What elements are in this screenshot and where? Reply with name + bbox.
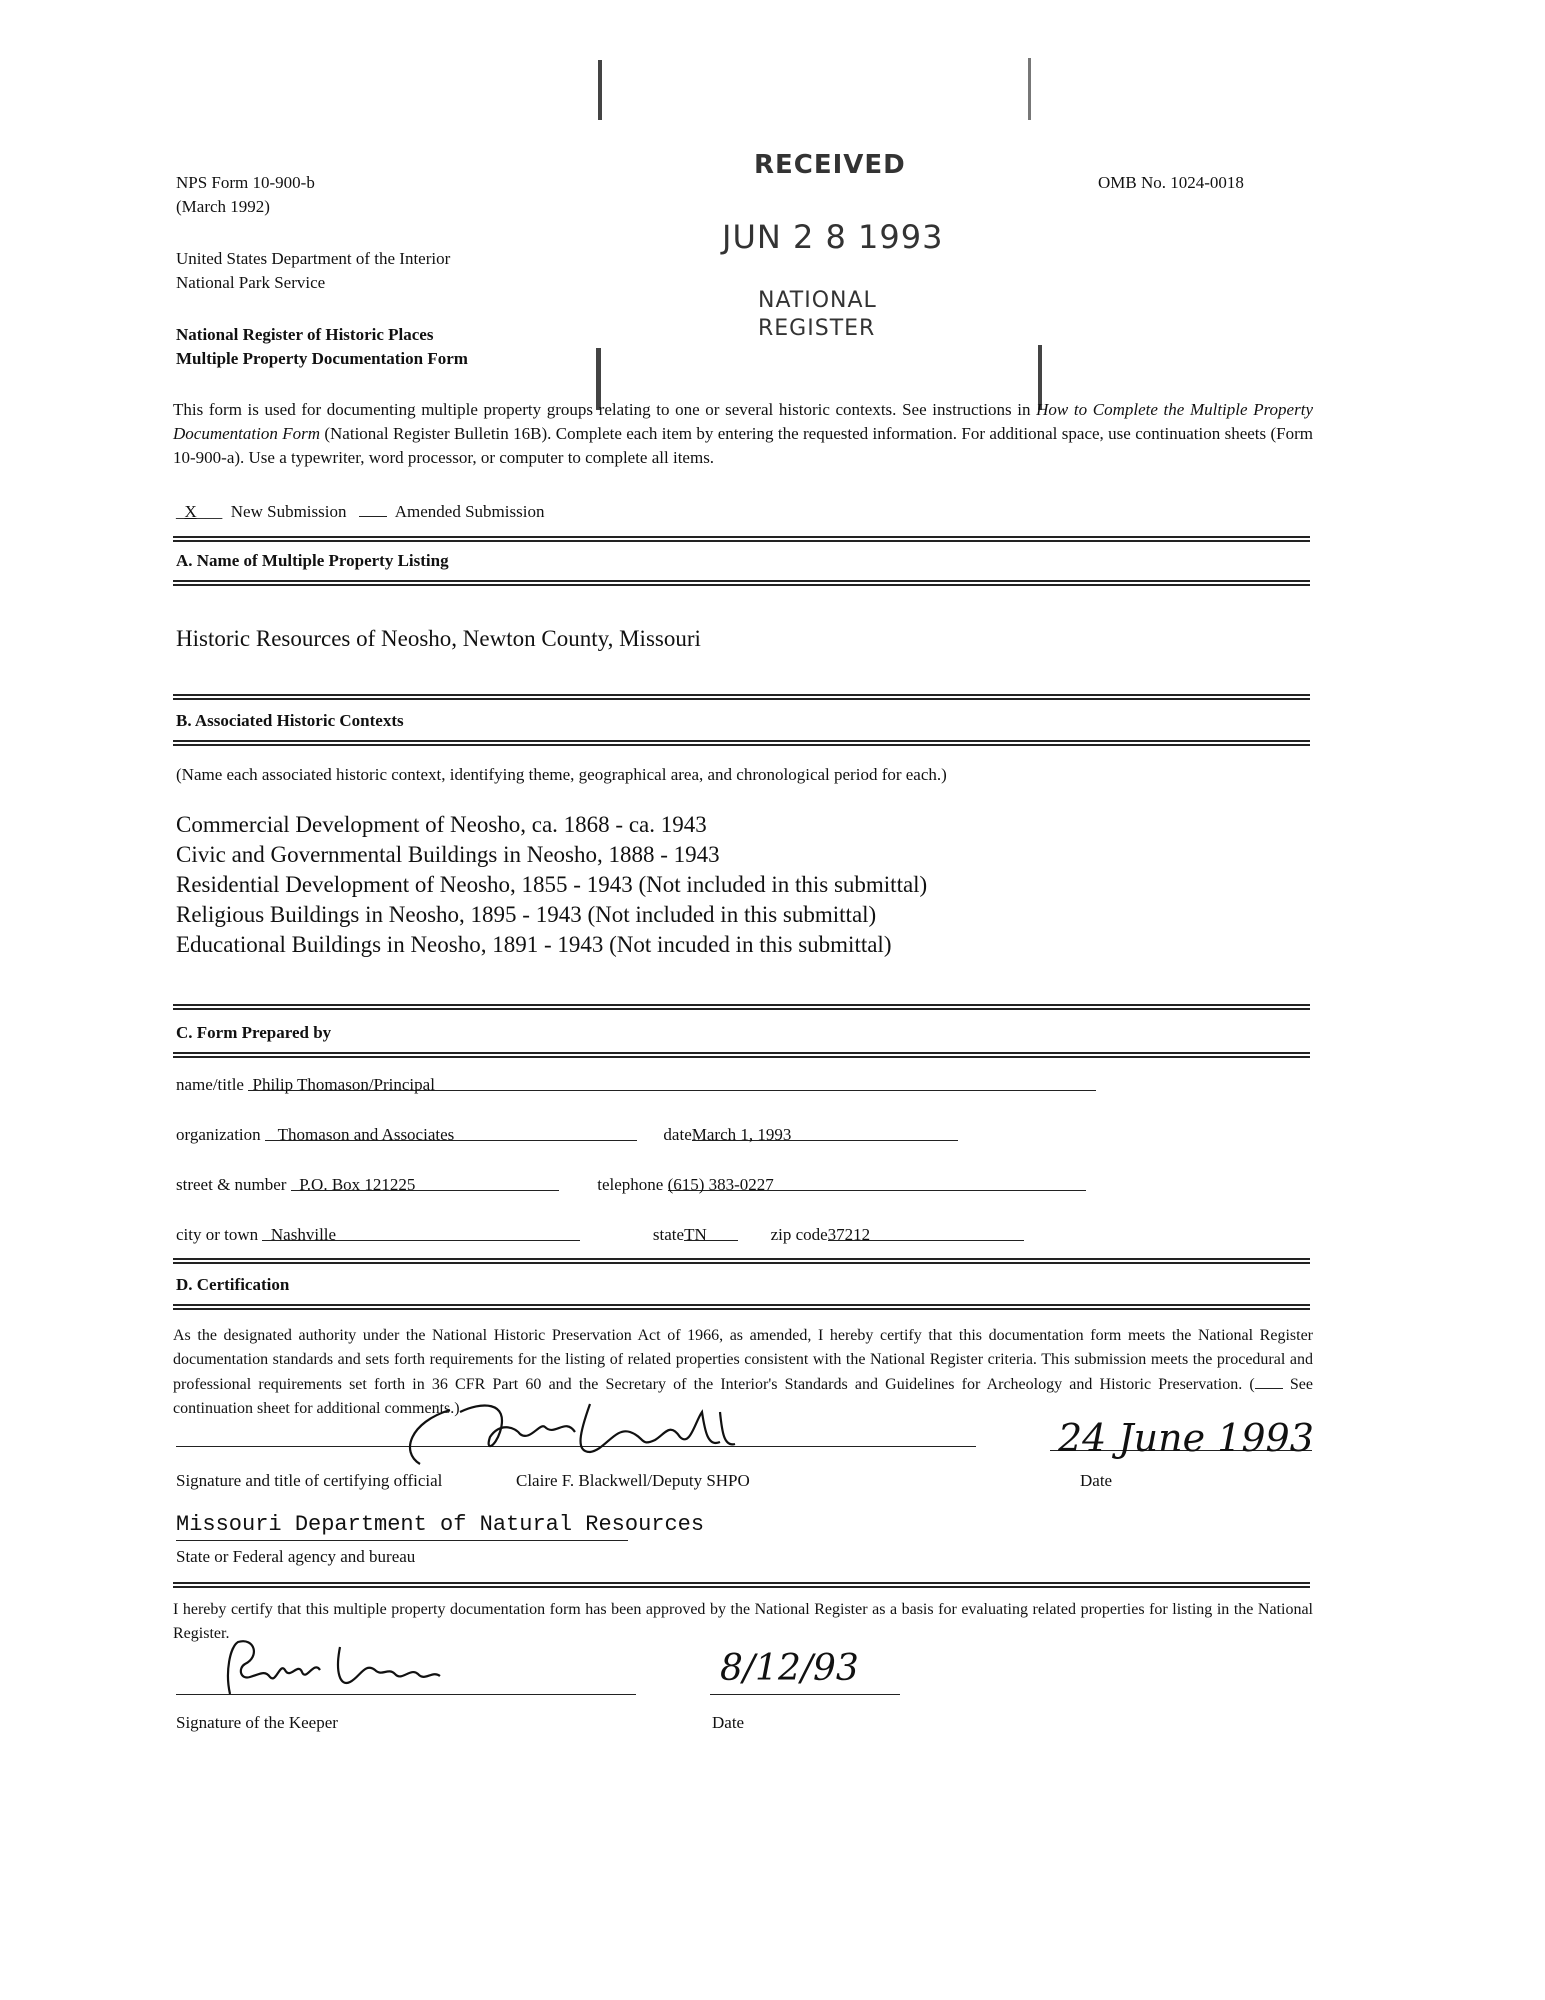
keeper-date-handwritten: 8/12/93: [720, 1648, 859, 1689]
keeper-date-label: Date: [712, 1713, 745, 1732]
omb-number: OMB No. 1024-0018: [1098, 173, 1244, 192]
keeper-paragraph: I hereby certify that this multiple property documentation form has been approved by the National Register as a basis for evaluating related properties for listing in the National Register.: [173, 1601, 1313, 1642]
amended-submission-blank[interactable]: [359, 500, 387, 517]
section-divider: [173, 740, 1310, 746]
department: United States Department of the Interior: [176, 249, 451, 268]
property-listing-name: Historic Resources of Neosho, Newton County, Missouri: [176, 626, 701, 651]
certification-date-handwritten: 24 June 1993: [1058, 1416, 1314, 1460]
date-label: Date: [1080, 1471, 1113, 1490]
section-d-heading: D. Certification: [176, 1275, 290, 1294]
city-field[interactable]: Nashville: [262, 1224, 580, 1241]
register-title: National Register of Historic Places: [176, 325, 434, 344]
historic-context: Religious Buildings in Neosho, 1895 - 1943 (Not included in this submittal): [176, 902, 877, 927]
scan-mark: [1028, 58, 1031, 120]
section-b-note: (Name each associated historic context, identifying theme, geographical area, and chronological period for each.): [176, 765, 947, 784]
section-divider: [173, 1052, 1310, 1058]
section-divider: [173, 536, 1310, 542]
stamp-national: NATIONAL: [758, 288, 877, 313]
historic-context: Educational Buildings in Neosho, 1891 - 1943 (Not incuded in this submittal): [176, 932, 892, 957]
amended-submission-label: Amended Submission: [394, 502, 545, 521]
stamp-register: REGISTER: [758, 316, 876, 341]
historic-context: Civic and Governmental Buildings in Neosho, 1888 - 1943: [176, 842, 720, 867]
section-divider: [173, 580, 1310, 586]
received-stamp: RECEIVED: [754, 150, 906, 180]
street-field[interactable]: P.O. Box 121225: [291, 1174, 559, 1191]
section-divider: [173, 1304, 1310, 1310]
keeper-signature: [210, 1632, 470, 1702]
name-title-field[interactable]: Philip Thomason/Principal: [248, 1074, 1096, 1091]
certification-paragraph: As the designated authority under the National Historic Preservation Act of 1966, as amended, I hereby certify that this documentation form meets the National Register documentation standards and sets forth requirements for the listing of related properties consistent with the National Register criteria. This submission meets the procedural and professional requirements set forth in 36 CFR Part 60 and the Secretary of the Interior's Standards and Guidelines for Archeology and Historic Preservation. ( See continuation sheet for additional comments.): [173, 1327, 1314, 1417]
state-field[interactable]: TN: [684, 1224, 738, 1241]
telephone-field[interactable]: (615) 383-0227: [668, 1174, 1086, 1191]
date-field[interactable]: March 1, 1993: [692, 1124, 958, 1141]
agency-value: Missouri Department of Natural Resources: [176, 1512, 705, 1537]
new-submission-label: New Submission: [230, 502, 347, 521]
form-title: Multiple Property Documentation Form: [176, 349, 468, 368]
form-date: (March 1992): [176, 197, 270, 216]
city-row: city or town Nashville stateTN zip code37212: [176, 1224, 1024, 1246]
organization-field[interactable]: Thomason and Associates: [265, 1124, 637, 1141]
zip-field[interactable]: 37212: [828, 1224, 1024, 1241]
organization-row: organization Thomason and Associates dateMarch 1, 1993: [176, 1124, 958, 1146]
section-divider: [173, 1258, 1310, 1264]
new-submission-mark[interactable]: X: [184, 502, 197, 521]
keeper-signature-label: Signature of the Keeper: [176, 1713, 338, 1732]
continuation-sheet-checkbox[interactable]: [1255, 1372, 1283, 1389]
intro-paragraph: This form is used for documenting multiple property groups relating to one or several historic contexts. See instructions in How to Complete the Multiple Property Documentation Form (National Register Bulletin 16B). Complete each item by entering the requested information. For additional space, use continuation sheets (Form 10-900-a). Use a typewriter, word processor, or computer to complete all items.: [173, 400, 1314, 467]
section-c-heading: C. Form Prepared by: [176, 1023, 332, 1042]
stamp-date: JUN 2 8 1993: [722, 218, 944, 256]
signature-label: Signature and title of certifying official: [176, 1471, 443, 1490]
keeper-date-line: [710, 1694, 900, 1695]
historic-context: Commercial Development of Neosho, ca. 1868 - ca. 1943: [176, 812, 707, 837]
certifying-official: Claire F. Blackwell/Deputy SHPO: [516, 1471, 750, 1490]
certifying-signature: [390, 1392, 810, 1472]
street-row: street & number P.O. Box 121225 telephone (615) 383-0227: [176, 1174, 1086, 1196]
historic-context: Residential Development of Neosho, 1855 - 1943 (Not included in this submittal): [176, 872, 928, 897]
submission-type: _X___ New Submission Amended Submission: [176, 502, 545, 521]
section-divider: [173, 694, 1310, 700]
service: National Park Service: [176, 273, 326, 292]
section-divider: [173, 1004, 1310, 1010]
form-number: NPS Form 10-900-b: [176, 173, 315, 192]
agency-label: State or Federal agency and bureau: [176, 1547, 416, 1566]
section-b-heading: B. Associated Historic Contexts: [176, 711, 404, 730]
section-divider: [173, 1582, 1310, 1588]
agency-line: [176, 1540, 628, 1541]
name-title-row: name/title Philip Thomason/Principal: [176, 1074, 1096, 1096]
scan-mark: [598, 60, 602, 120]
section-a-heading: A. Name of Multiple Property Listing: [176, 551, 449, 570]
